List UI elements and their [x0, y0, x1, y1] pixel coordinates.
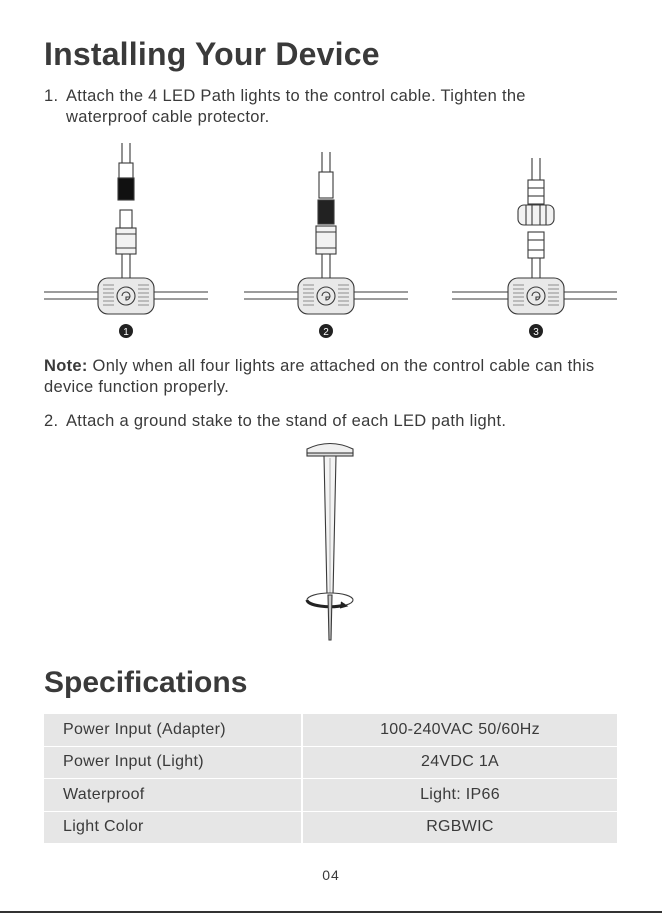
table-row [44, 714, 617, 747]
note-label: Note: [44, 357, 88, 375]
table-row [44, 779, 617, 812]
table-row [44, 747, 617, 780]
step-text: Attach a ground stake to the stand of each LED path light. [66, 412, 507, 430]
step-text-continued: waterproof cable protector. [66, 108, 270, 126]
marker-3-label: 3 [533, 327, 539, 338]
specifications-title: Specifications [44, 666, 248, 699]
page-title: Installing Your Device [44, 36, 380, 72]
marker-2-label: 2 [323, 327, 329, 338]
marker-1-label: 1 [123, 327, 129, 338]
spec-value: Light: IP66 [303, 779, 617, 812]
spec-key: Power Input (Light) [44, 747, 303, 780]
step-text: Attach the 4 LED Path lights to the control cable. Tighten the [66, 87, 526, 105]
spec-value: 100-240VAC 50/60Hz [303, 714, 617, 747]
bottom-rule [0, 911, 662, 913]
specifications-table [44, 714, 617, 844]
note-text: Only when all four lights are attached on the control cable can this device function properly. [44, 357, 595, 396]
spec-key: Waterproof [44, 779, 303, 812]
spec-value: 24VDC 1A [303, 747, 617, 780]
step-number: 1. [44, 87, 59, 105]
page-number: 04 [322, 867, 340, 883]
table-row [44, 812, 617, 845]
spec-key: Power Input (Adapter) [44, 714, 303, 747]
step-number: 2. [44, 412, 59, 430]
spec-value: RGBWIC [303, 812, 617, 845]
spec-key: Light Color [44, 812, 303, 845]
